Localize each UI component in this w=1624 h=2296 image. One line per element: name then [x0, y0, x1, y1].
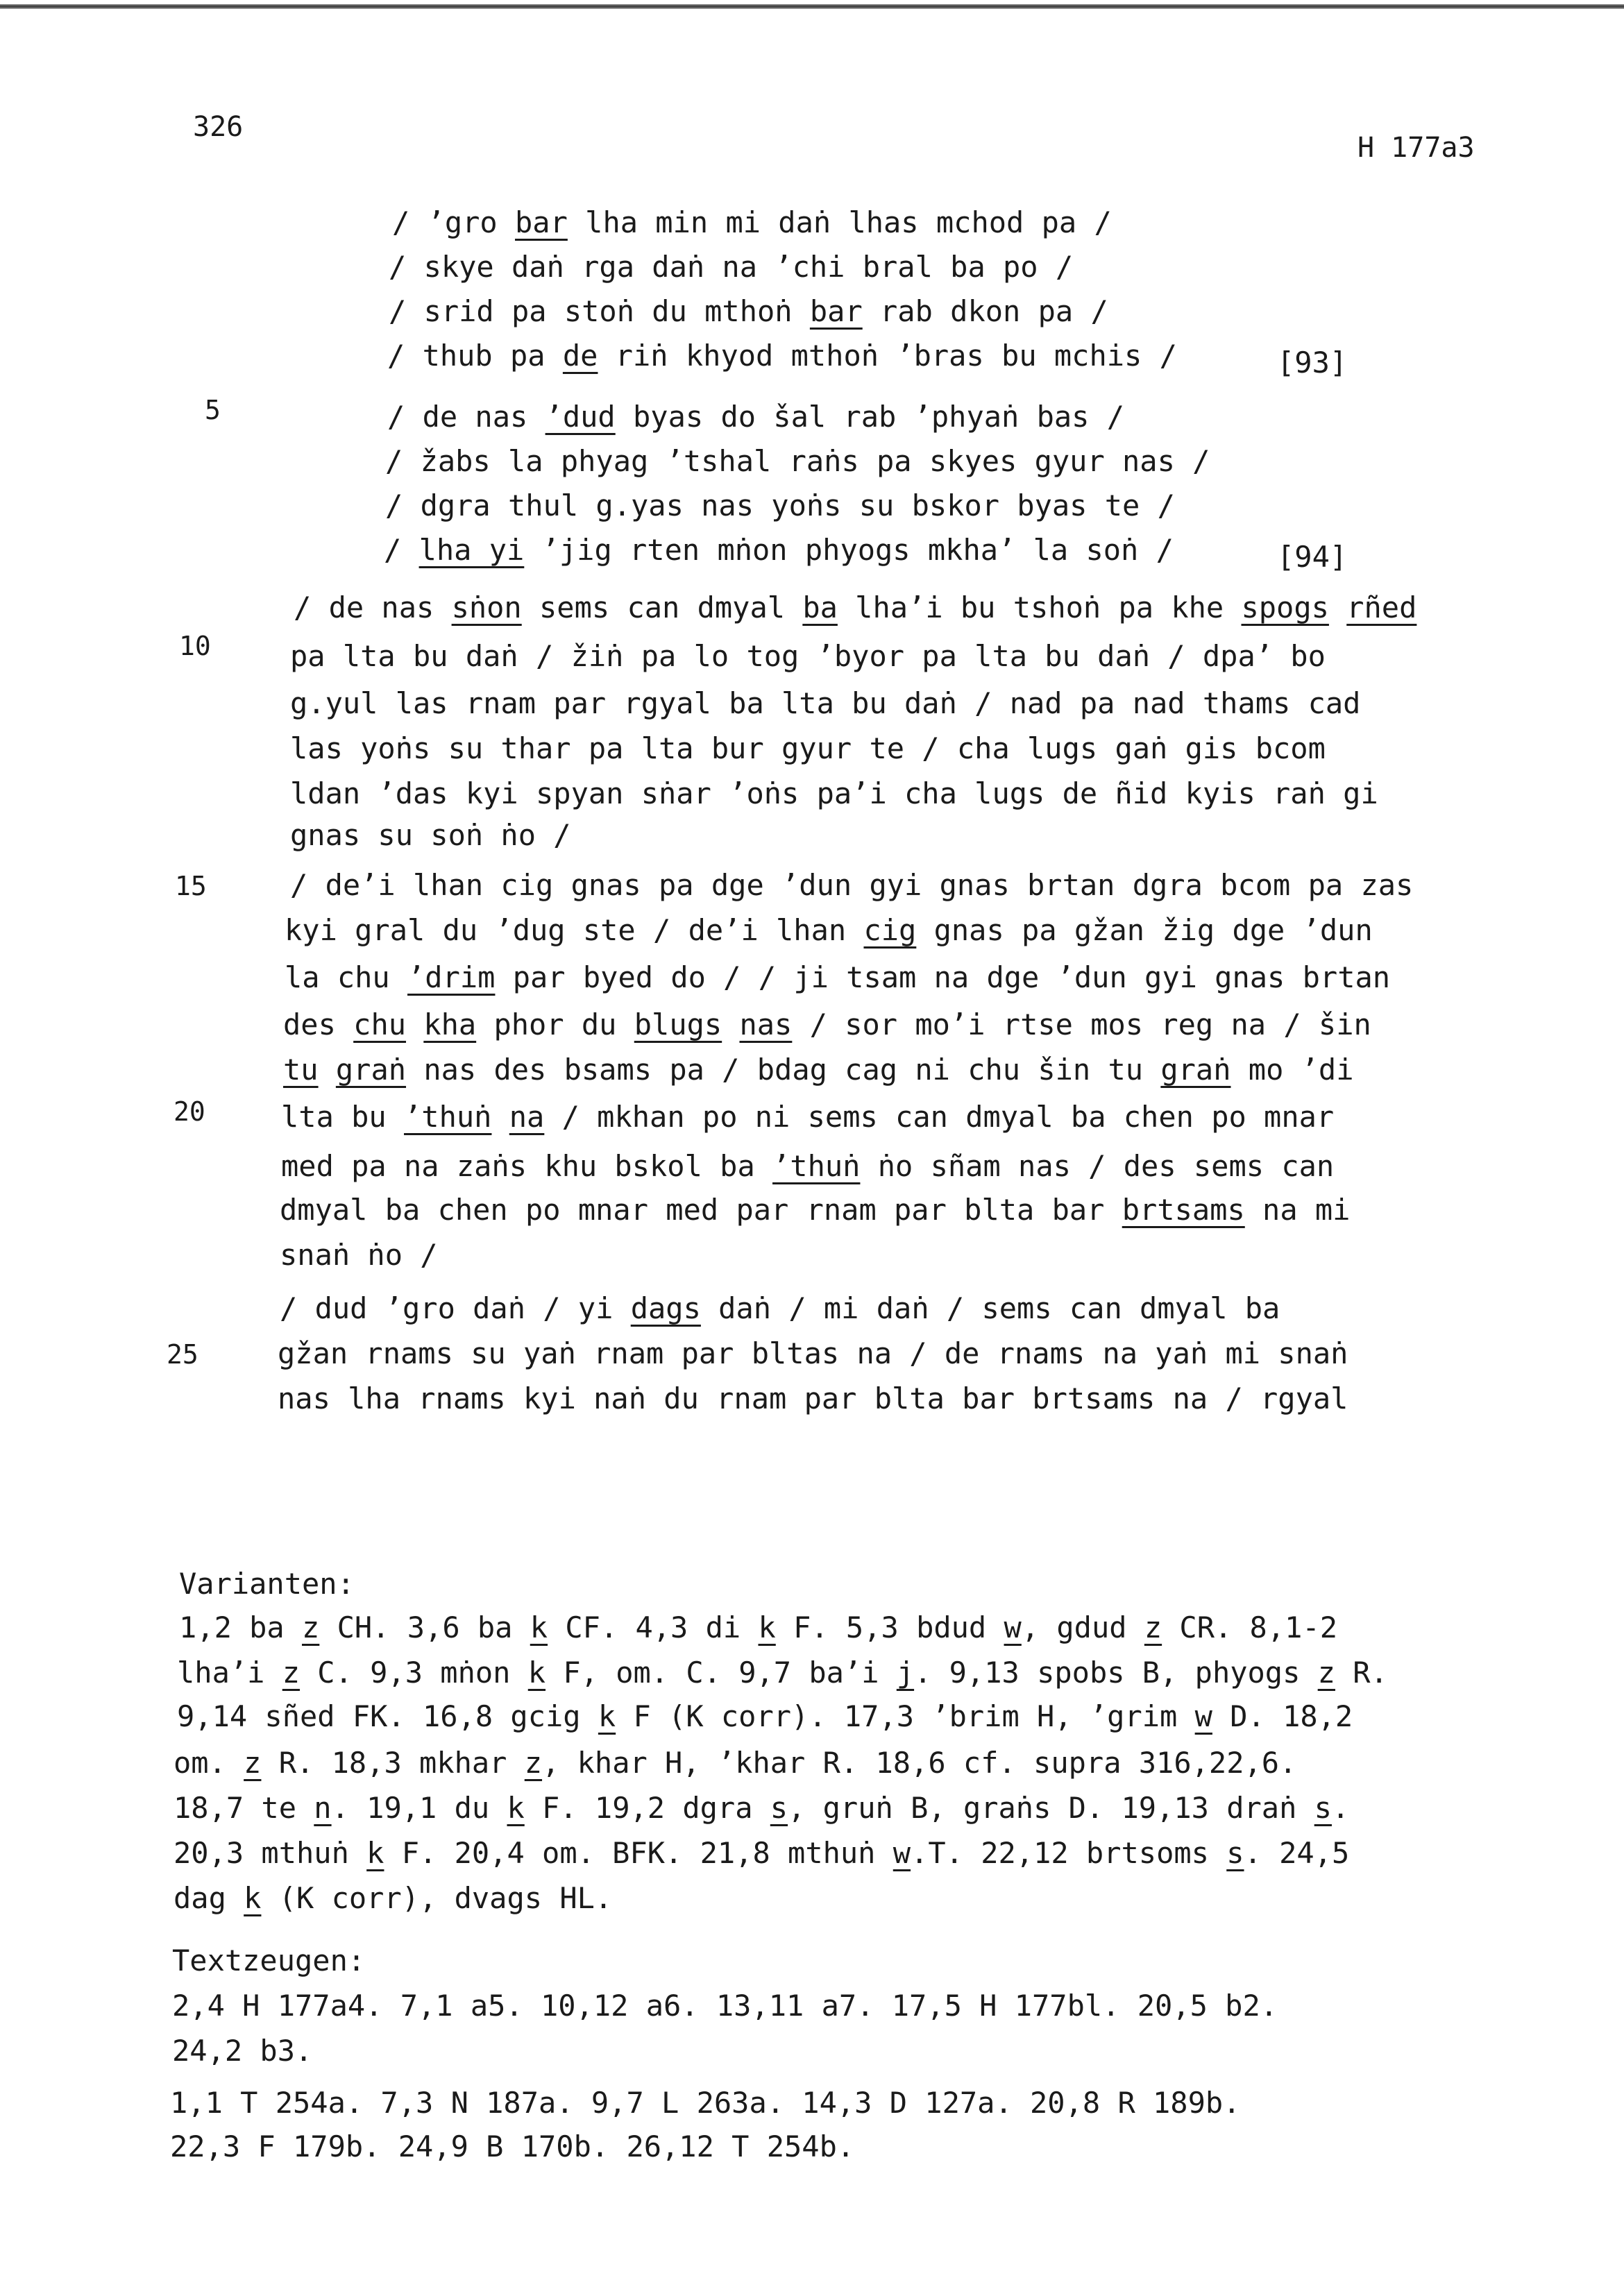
text-span: daṅ / mi daṅ / sems can dmyal ba	[700, 1291, 1280, 1325]
text-span: g.yul las rnam par rgyal ba lta bu daṅ / nad pa nad thams cad	[290, 686, 1361, 720]
text-span: ’jig rten mṅon phyogs mkha’ la soṅ /	[524, 533, 1174, 567]
text-span: lta bu	[281, 1100, 405, 1134]
text-span: 2,4 H 177a4. 7,1 a5. 10,12 a6. 13,11 a7. 17,5 H 177bl. 20,5 b2.	[172, 1989, 1278, 2023]
text-span: ṅo sñam nas / des sems can	[860, 1149, 1335, 1183]
underlined-word: z	[282, 1656, 301, 1690]
text-span: R.	[1335, 1656, 1388, 1690]
text-span: F. 20,4 om. BFK. 21,8 mthuṅ	[384, 1836, 893, 1870]
varianten-line	[174, 1791, 1350, 1825]
prose-line	[280, 1193, 1351, 1227]
verse-line	[389, 250, 1074, 284]
line-number: 20	[174, 1096, 205, 1127]
underlined-word: k	[530, 1610, 548, 1644]
text-span	[491, 1100, 509, 1134]
underlined-word: k	[598, 1699, 616, 1733]
varianten-line	[174, 1881, 613, 1915]
underlined-word: ba	[802, 590, 838, 624]
underlined-word: k	[507, 1791, 525, 1825]
underlined-word: k	[244, 1881, 262, 1915]
varianten-line	[177, 1699, 1353, 1733]
text-span: dmyal ba chen po mnar med par rnam par blta bar	[280, 1193, 1122, 1227]
prose-line	[278, 1336, 1348, 1370]
text-span: ldan ’das kyi spyan sṅar ’oṅs pa’i cha lugs de ñid kyis raṅ gi	[290, 776, 1378, 810]
underlined-word: k	[366, 1836, 384, 1870]
text-span: dag	[174, 1881, 244, 1915]
text-span: / dud ’gro daṅ / yi	[280, 1291, 631, 1325]
text-span: lha’i	[177, 1656, 282, 1690]
text-span: gnas pa gžan žig dge ’dun	[916, 913, 1373, 947]
verse-line	[385, 488, 1175, 522]
underlined-word: bar	[515, 205, 568, 239]
text-span: F. 5,3 bdud	[775, 1610, 1004, 1644]
underlined-word: dags	[630, 1291, 701, 1325]
underlined-word: ’dud	[545, 400, 616, 434]
underlined-word: z	[302, 1610, 320, 1644]
underlined-word: s	[770, 1791, 788, 1825]
text-span: / mkhan po ni sems can dmyal ba chen po mnar	[544, 1100, 1335, 1134]
text-span: .	[1331, 1791, 1350, 1825]
verse-line	[384, 533, 1348, 574]
verse-line	[387, 339, 1348, 380]
text-span: / de nas	[387, 400, 545, 434]
prose-line	[283, 1055, 1354, 1085]
prose-line	[280, 1291, 1280, 1325]
text-span: lha min mi daṅ lhas mchod pa /	[567, 205, 1112, 239]
underlined-word: k	[758, 1610, 776, 1644]
text-span: C. 9,3 mṅon	[300, 1656, 528, 1690]
text-span	[319, 1053, 336, 1087]
text-span: riṅ khyod mthoṅ ’bras bu mchis /	[598, 339, 1177, 373]
text-span	[722, 1007, 739, 1041]
text-span: phor du	[476, 1007, 634, 1041]
prose-line	[290, 686, 1361, 720]
textzeugen-line	[172, 2036, 312, 2066]
text-span: F (K corr). 17,3 ’brim H, ’grim	[616, 1699, 1195, 1733]
prose-line	[290, 818, 571, 852]
varianten-line	[174, 1746, 1297, 1780]
text-span: rab dkon pa /	[862, 294, 1108, 328]
text-span: na mi	[1244, 1193, 1351, 1227]
underlined-word: blugs	[634, 1007, 722, 1041]
prose-line	[290, 639, 1326, 673]
underlined-word: chu	[353, 1007, 407, 1041]
text-span: 20,3 mthuṅ	[174, 1836, 367, 1870]
underlined-word: spogs	[1241, 590, 1329, 624]
underlined-word: w	[1004, 1610, 1022, 1644]
underlined-word: sṅon	[451, 590, 522, 624]
text-span: /	[384, 533, 419, 567]
text-span: F, om. C. 9,7 ba’i	[545, 1656, 897, 1690]
text-span: 24,2 b3.	[172, 2034, 313, 2068]
underlined-word: rñed	[1346, 590, 1417, 624]
underlined-word: graṅ	[335, 1053, 407, 1087]
text-span: / srid pa stoṅ du mthoṅ	[389, 294, 810, 328]
text-span: byas do šal rab ’phyaṅ bas /	[615, 400, 1125, 434]
text-span: 9,14 sñed FK. 16,8 gcig	[177, 1699, 598, 1733]
underlined-word: tu	[283, 1053, 319, 1087]
prose-line	[281, 1149, 1335, 1183]
text-span: / žabs la phyag ’tshal raṅs pa skyes gyur nas /	[385, 444, 1210, 478]
text-span: snaṅ ṅo /	[280, 1238, 438, 1272]
prose-line	[278, 1381, 1348, 1415]
text-span: / dgra thul g.yas nas yoṅs su bskor byas te /	[385, 488, 1175, 522]
underlined-word: k	[527, 1656, 546, 1690]
text-span: / de nas	[294, 590, 452, 624]
text-span: 18,7 te	[174, 1791, 314, 1825]
text-span: mo ’di	[1230, 1053, 1354, 1087]
text-span: R. 18,3 mkhar	[261, 1746, 525, 1780]
text-span: nas des bsams pa / bdag cag ni chu šin tu	[406, 1053, 1161, 1087]
underlined-word: cig	[863, 913, 917, 947]
prose-line	[285, 913, 1373, 947]
underlined-word: ’thuṅ	[772, 1149, 861, 1183]
page-number: 326	[193, 111, 244, 143]
line-number: 10	[179, 631, 211, 661]
verse-line	[387, 402, 1124, 432]
textzeugen-line	[170, 2086, 1241, 2120]
varianten-heading: Varianten:	[179, 1567, 355, 1601]
prose-line	[294, 590, 1417, 624]
text-span: gnas su soṅ ṅo /	[290, 818, 571, 852]
prose-line	[281, 1100, 1335, 1134]
underlined-word: w	[1194, 1699, 1212, 1733]
text-span: .T. 22,12 brtsoms	[911, 1836, 1227, 1870]
text-span: / de’i lhan cig gnas pa dge ’dun gyi gnas brtan dgra bcom pa zas	[290, 868, 1414, 902]
manuscript-reference: H 177a3	[1357, 132, 1475, 164]
line-number: 5	[205, 395, 221, 425]
text-span: la chu	[285, 960, 408, 994]
text-span: par byed do / / ji tsam na dge ’dun gyi gnas brtan	[495, 960, 1391, 994]
underlined-word: j	[896, 1656, 915, 1690]
underlined-word: z	[524, 1746, 543, 1780]
underlined-word: z	[244, 1746, 262, 1780]
text-span: / ’gro	[392, 205, 516, 239]
varianten-line	[179, 1610, 1337, 1644]
text-span: / thub pa	[387, 339, 563, 373]
underlined-word: na	[509, 1100, 545, 1134]
prose-line	[280, 1238, 438, 1272]
text-span: / sor mo’i rtse mos reg na / šin	[792, 1007, 1371, 1041]
text-span	[406, 1007, 423, 1041]
underlined-word: ’drim	[407, 960, 496, 994]
textzeugen-heading: Textzeugen:	[172, 1944, 366, 1978]
text-span: / skye daṅ rga daṅ na ’chi bral ba po /	[389, 250, 1074, 284]
text-span: 1,2 ba	[179, 1610, 303, 1644]
prose-line	[290, 868, 1414, 902]
text-span: CH. 3,6 ba	[319, 1610, 530, 1644]
text-span: F. 19,2 dgra	[524, 1791, 770, 1825]
underlined-word: graṅ	[1160, 1053, 1231, 1087]
varianten-line	[174, 1836, 1350, 1870]
text-span: pa lta bu daṅ / žiṅ pa lo tog ’byor pa lta bu daṅ / dpa’ bo	[290, 639, 1326, 673]
verse-number-tag: [94]	[1277, 540, 1348, 574]
underlined-word: z	[1144, 1610, 1162, 1644]
verse-line	[385, 444, 1210, 478]
underlined-word: bar	[809, 294, 863, 328]
line-number: 15	[175, 871, 207, 901]
text-span: D. 18,2	[1212, 1699, 1353, 1733]
prose-line	[283, 1007, 1371, 1041]
underlined-word: n	[314, 1791, 332, 1825]
text-span: kyi gral du ’dug ste / de’i lhan	[285, 913, 864, 947]
underlined-word: s	[1314, 1791, 1332, 1825]
prose-line	[290, 731, 1326, 765]
verse-number-tag: [93]	[1277, 346, 1348, 380]
underlined-word: ’thuṅ	[404, 1100, 492, 1134]
text-span	[1329, 590, 1346, 624]
text-span: . 9,13 spobs B, phyogs	[914, 1656, 1318, 1690]
prose-line	[290, 776, 1378, 810]
textzeugen-line	[170, 2129, 855, 2163]
text-span: lha’i bu tshoṅ pa khe	[837, 590, 1242, 624]
underlined-word: de	[562, 339, 598, 373]
underlined-word: s	[1226, 1836, 1244, 1870]
page-top-edge	[0, 4, 1624, 9]
text-span: med pa na zaṅs khu bskol ba	[281, 1149, 773, 1183]
text-span: sems can dmyal	[521, 590, 803, 624]
text-span: (K corr), dvags HL.	[261, 1881, 613, 1915]
text-span: nas lha rnams kyi naṅ du rnam par blta bar brtsams na / rgyal	[278, 1381, 1348, 1415]
underlined-word: z	[1317, 1656, 1335, 1690]
text-span: des	[283, 1007, 354, 1041]
verse-line	[392, 205, 1112, 239]
text-span: . 24,5	[1244, 1836, 1350, 1870]
text-span: , gdud	[1021, 1610, 1144, 1644]
text-span: gžan rnams su yaṅ rnam par bltas na / de rnams na yaṅ mi snaṅ	[278, 1336, 1348, 1370]
underlined-word: brtsams	[1122, 1193, 1245, 1227]
underlined-word: lha yi	[418, 533, 525, 567]
text-span: CR. 8,1-2	[1162, 1610, 1337, 1644]
underlined-word: kha	[423, 1007, 477, 1041]
underlined-word: nas	[739, 1007, 793, 1041]
prose-line	[285, 960, 1391, 994]
text-span: 22,3 F 179b. 24,9 B 170b. 26,12 T 254b.	[170, 2129, 855, 2163]
textzeugen-line	[172, 1991, 1278, 2021]
text-span: , khar H, ’khar R. 18,6 cf. supra 316,22,6.	[542, 1746, 1297, 1780]
text-span: . 19,1 du	[331, 1791, 507, 1825]
verse-line	[389, 294, 1108, 328]
text-span: 1,1 T 254a. 7,3 N 187a. 9,7 L 263a. 14,3 D 127a. 20,8 R 189b.	[170, 2086, 1241, 2120]
text-span: las yoṅs su thar pa lta bur gyur te / cha lugs gaṅ gis bcom	[290, 731, 1326, 765]
line-number: 25	[167, 1339, 198, 1370]
text-span: , gruṅ B, graṅs D. 19,13 draṅ	[788, 1791, 1314, 1825]
underlined-word: w	[893, 1836, 911, 1870]
text-span: CF. 4,3 di	[548, 1610, 759, 1644]
varianten-line	[177, 1656, 1388, 1690]
text-span: om.	[174, 1746, 244, 1780]
